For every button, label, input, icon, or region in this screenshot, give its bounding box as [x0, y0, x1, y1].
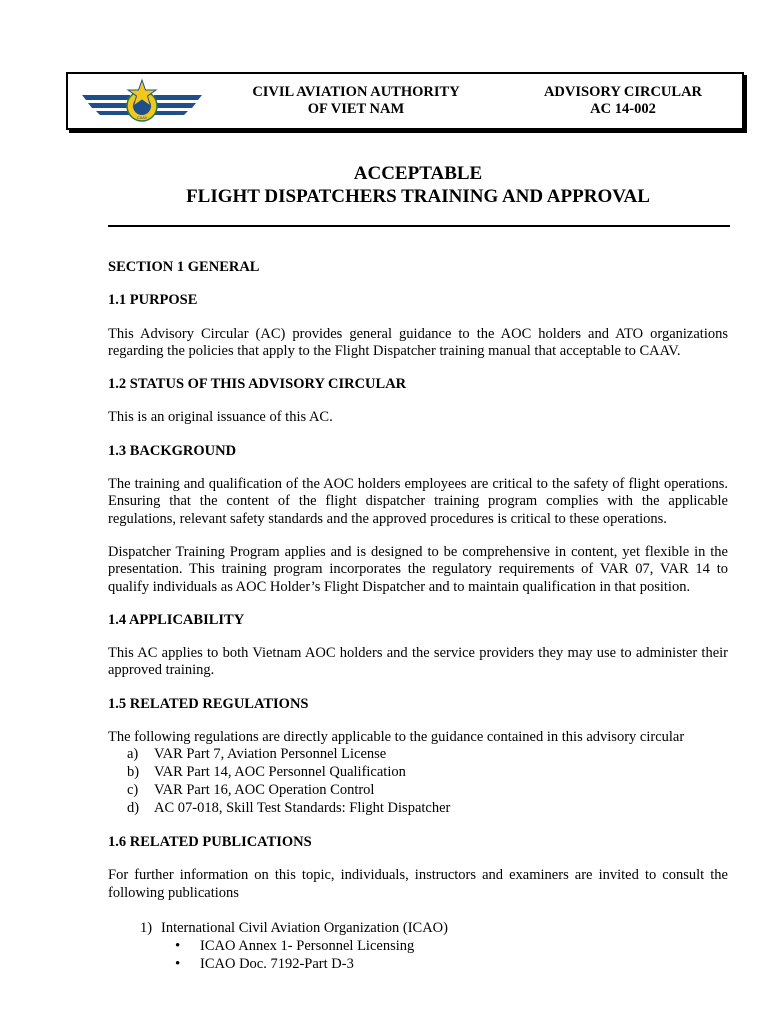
- list-item-text: International Civil Aviation Organization (ICAO): [161, 919, 448, 936]
- section-1-2-paragraph: This is an original issuance of this AC.: [108, 409, 333, 426]
- list-marker: c): [127, 782, 139, 799]
- list-item-text: VAR Part 16, AOC Operation Control: [154, 782, 375, 799]
- doc-identifier: [523, 84, 723, 118]
- section-1-4-paragraph: This AC applies to both Vietnam AOC holders and the service providers they may use to administer their approved training.: [108, 645, 728, 679]
- section-1-1-heading: 1.1 PURPOSE: [108, 292, 198, 309]
- authority-name: [236, 84, 476, 118]
- list-item-text: VAR Part 14, AOC Personnel Qualification: [154, 764, 406, 781]
- list-item: [108, 764, 728, 782]
- section-1-3-paragraph-2: Dispatcher Training Program applies and is designed to be comprehensive in content, yet flexible in the presentation. This training program incorporates the regulatory requirements of VAR 07, VAR 14 to qualify individuals as AOC Holder’s Flight Dispatcher and to maintain qualification in that position.: [108, 543, 728, 595]
- doc-number: AC 14-002: [590, 101, 656, 117]
- caav-logo: [80, 78, 204, 124]
- regulations-list: [108, 746, 728, 818]
- title-line2: FLIGHT DISPATCHERS TRAINING AND APPROVAL: [186, 186, 650, 207]
- authority-line2: OF VIET NAM: [307, 101, 405, 117]
- section-1-3-heading: 1.3 BACKGROUND: [108, 442, 237, 459]
- list-marker: a): [127, 746, 139, 763]
- document-title: [108, 162, 728, 208]
- bullet-item: • ICAO Annex 1- Personnel Licensing: [140, 938, 728, 956]
- section-1-3-paragraph-1: The training and qualification of the AOC holders employees are critical to the safety of flight operations. Ensuring that the content of the flight dispatcher training program complies with the applicable regulations, relevant safety standards and the approved procedures is critical to these operations.: [108, 476, 728, 527]
- list-item: [108, 782, 728, 800]
- section-1-4-heading: 1.4 APPLICABILITY: [108, 611, 245, 628]
- list-item: [140, 920, 728, 938]
- section-1-6-paragraph: For further information on this topic, individuals, instructors and examiners are invited to consult the following publications: [108, 867, 728, 901]
- section-1-5-heading: 1.5 RELATED REGULATIONS: [108, 695, 309, 712]
- publications-list: [108, 920, 728, 974]
- title-divider: [108, 225, 730, 227]
- document-body: [108, 259, 728, 974]
- icao-bullets: [140, 938, 728, 974]
- document-header: [66, 72, 744, 130]
- list-marker: d): [127, 800, 140, 817]
- section-1-1-paragraph: This Advisory Circular (AC) provides general guidance to the AOC holders and ATO organizations regarding the policies that apply to the Flight Dispatcher training manual that acceptable to CAAV.: [108, 325, 728, 359]
- section-1-5-paragraph: The following regulations are directly applicable to the guidance contained in this advisory circular: [108, 729, 685, 746]
- list-marker: b): [127, 764, 140, 781]
- list-item-text: VAR Part 7, Aviation Personnel License: [154, 746, 387, 763]
- bullet-item: • ICAO Doc. 7192-Part D-3: [140, 956, 728, 974]
- svg-text:CAAV: CAAV: [136, 115, 148, 120]
- section-1-heading: SECTION 1 GENERAL: [108, 259, 260, 275]
- list-item-text: AC 07-018, Skill Test Standards: Flight Dispatcher: [154, 800, 451, 817]
- list-item: [108, 746, 728, 764]
- list-marker: 1): [140, 919, 153, 936]
- list-item: [108, 800, 728, 818]
- section-1-2-heading: 1.2 STATUS OF THIS ADVISORY CIRCULAR: [108, 376, 407, 393]
- section-1-6-heading: 1.6 RELATED PUBLICATIONS: [108, 833, 312, 850]
- authority-line1: CIVIL AVIATION AUTHORITY: [252, 84, 460, 100]
- doc-type: ADVISORY CIRCULAR: [543, 84, 703, 100]
- title-line1: ACCEPTABLE: [353, 163, 483, 184]
